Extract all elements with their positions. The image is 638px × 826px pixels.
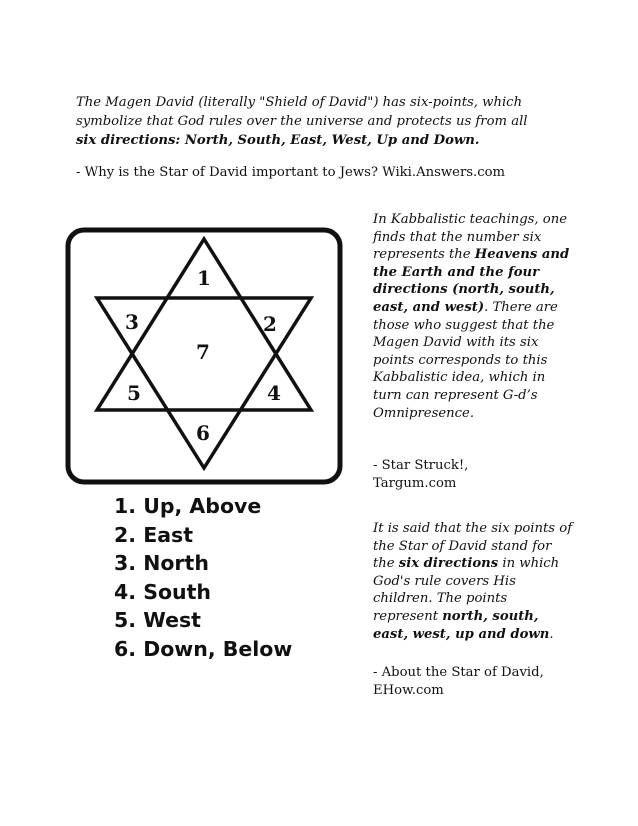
intro-line-2: symbolize that God rules over the universe and protects us from all [76,114,528,129]
direction-item: 6. Down, Below [114,636,293,661]
kabbalah-quote [373,211,573,422]
point-number-4: 4 [267,381,281,405]
star-diagram [64,220,354,490]
citation-ehow [373,664,573,699]
point-number-3: 3 [125,310,139,334]
direction-item: 1. Up, Above [114,494,262,518]
kabbalah-quote-text-2: . There are those who suggest that the Magen David with its six points corresponds to this Kabbalistic idea, which in turn can represent G-d’s Omnipresence. [373,299,558,421]
direction-item: 4. South [114,579,212,604]
citation-star-struck [373,457,573,492]
six-points-quote [373,520,573,643]
point-number-2: 2 [263,312,277,336]
top-citation: - Why is the Star of David important to Jews? Wiki.Answers.com [76,165,506,180]
six-points-text-3: . [549,626,554,642]
center-number-7: 7 [196,340,210,364]
six-points-text-2: in which God's rule covers His children. The points represent [373,556,560,624]
citation-1-line-1: - Star Struck!, [373,458,469,473]
point-number-1: 1 [197,266,211,290]
six-points-text-1: It is said that the six points of the Star of David stand for the [373,521,573,572]
citation-2-line-1: - About the Star of David, [373,665,544,680]
kabbalah-quote-text-1: In Kabbalistic teachings, one finds that the number six represents the [373,212,568,263]
intro-paragraph [76,93,556,150]
citation-2-line-2: EHow.com [373,682,444,698]
direction-item: 5. West [114,608,201,632]
direction-item: 3. North [114,551,209,575]
intro-line-1: The Magen David (literally "Shield of David") has six-points, which [76,95,523,110]
kabbalah-quote-bold: Heavens and the Earth and the four directions (north, south, east, and west) [373,247,570,315]
direction-item: 2. East [114,522,194,547]
six-points-bold-2: north, south, east, west, up and down [373,608,550,642]
point-number-6: 6 [196,421,210,445]
intro-line-3: six directions: North, South, East, West, Up and Down. [76,133,480,148]
citation-1-line-2: Targum.com [373,475,457,491]
directions-list [114,492,292,663]
point-number-5: 5 [127,381,141,405]
six-points-bold-1: six directions [398,556,499,572]
